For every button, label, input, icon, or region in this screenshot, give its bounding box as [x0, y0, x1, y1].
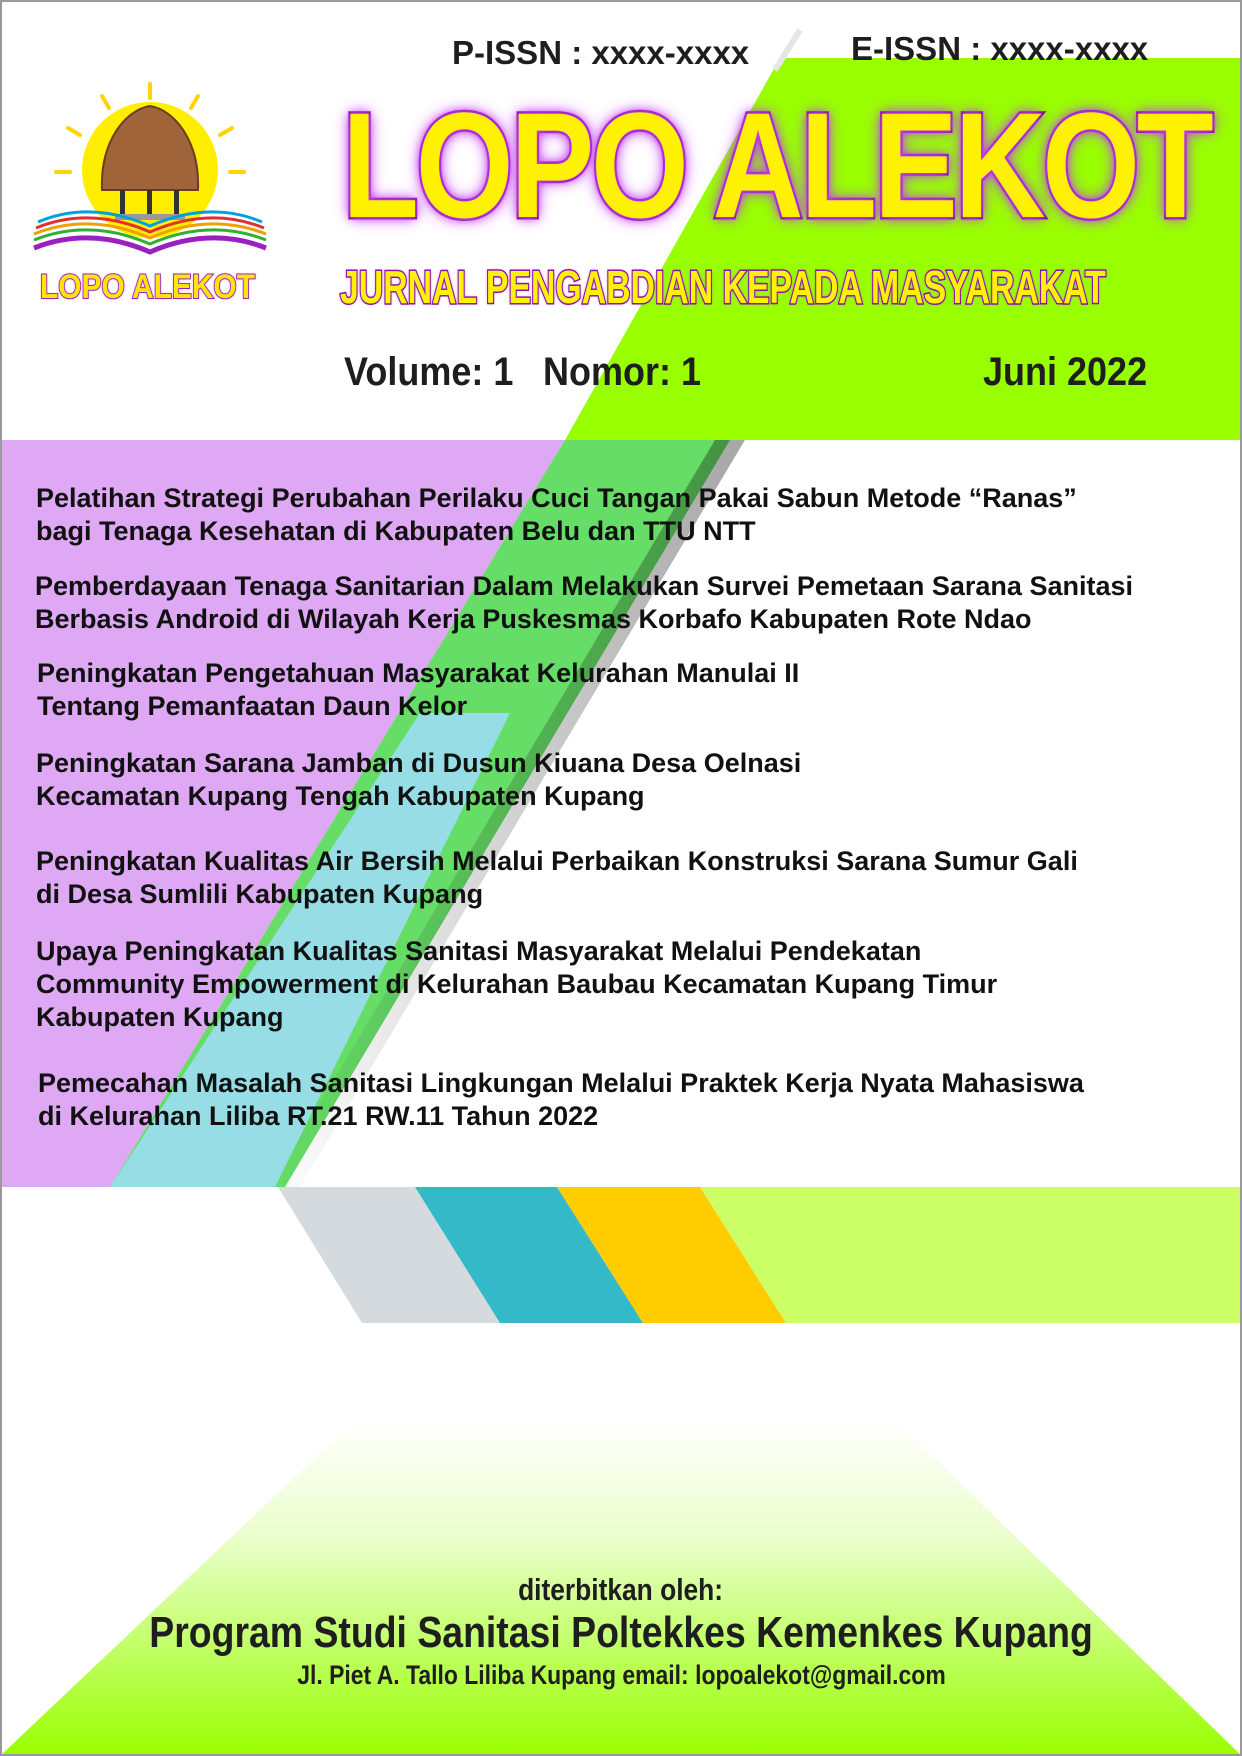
publisher-label — [0, 1572, 1242, 1608]
publisher-name — [0, 1608, 1242, 1658]
article-title-line: di Desa Sumlili Kabupaten Kupang — [36, 879, 484, 909]
article-title — [36, 845, 1078, 911]
publisher-address-text: Jl. Piet A. Tallo Liliba Kupang email: lopoalekot@gmail.com — [296, 1660, 946, 1690]
article-title — [36, 935, 997, 1034]
publisher-address — [0, 1660, 1242, 1691]
issue-date: Juni 2022 — [983, 350, 1148, 394]
article-title — [38, 1067, 1084, 1133]
article-title-line: Peningkatan Sarana Jamban di Dusun Kiuana Desa Oelnasi — [36, 748, 802, 778]
publisher-label-text: diterbitkan oleh: — [518, 1572, 724, 1607]
article-title-line: Pemberdayaan Tenaga Sanitarian Dalam Melakukan Survei Pemetaan Sarana Sanitasi — [35, 571, 1133, 601]
p-issn: P-ISSN : xxxx-xxxx — [452, 34, 750, 71]
journal-title: LOPO ALEKOT — [342, 81, 1211, 249]
article-title-line: Tentang Pemanfaatan Daun Kelor — [37, 691, 468, 721]
article-title-line: Community Empowerment di Kelurahan Baubau Kecamatan Kupang Timur — [36, 969, 998, 999]
article-title — [36, 747, 801, 813]
article-title-line: Peningkatan Kualitas Air Bersih Melalui Perbaikan Konstruksi Sarana Sumur Gali — [36, 846, 1078, 876]
article-title-line: Pemecahan Masalah Sanitasi Lingkungan Melalui Praktek Kerja Nyata Mahasiswa — [38, 1068, 1084, 1098]
publisher-name-text: Program Studi Sanitasi Poltekkes Kemenkes Kupang — [149, 1608, 1093, 1657]
article-title-line: Upaya Peningkatan Kualitas Sanitasi Masyarakat Melalui Pendekatan — [36, 936, 922, 966]
article-title — [36, 482, 1077, 548]
article-title-line: di Kelurahan Liliba RT.21 RW.11 Tahun 2022 — [38, 1101, 599, 1131]
number-label: Nomor: 1 — [543, 350, 702, 394]
article-title-line: bagi Tenaga Kesehatan di Kabupaten Belu dan TTU NTT — [36, 516, 756, 546]
article-title-line: Kecamatan Kupang Tengah Kabupaten Kupang — [36, 781, 645, 811]
article-title-line: Berbasis Android di Wilayah Kerja Puskesmas Korbafo Kabupaten Rote Ndao — [35, 604, 1032, 634]
light-green-band — [700, 1187, 1242, 1323]
article-title-line: Pelatihan Strategi Perubahan Perilaku Cuci Tangan Pakai Sabun Metode “Ranas” — [36, 483, 1077, 513]
article-title-line: Peningkatan Pengetahuan Masyarakat Kelurahan Manulai II — [37, 658, 800, 688]
e-issn: E-ISSN : xxxx-xxxx — [851, 30, 1149, 67]
volume-label: Volume: 1 — [344, 350, 514, 394]
journal-subtitle: JURNAL PENGABDIAN KEPADA MASYARAKAT — [340, 261, 1106, 313]
article-title — [37, 657, 799, 723]
article-title — [35, 570, 1133, 636]
logo-text: LOPO ALEKOT — [40, 268, 255, 306]
article-title-line: Kabupaten Kupang — [36, 1002, 284, 1032]
